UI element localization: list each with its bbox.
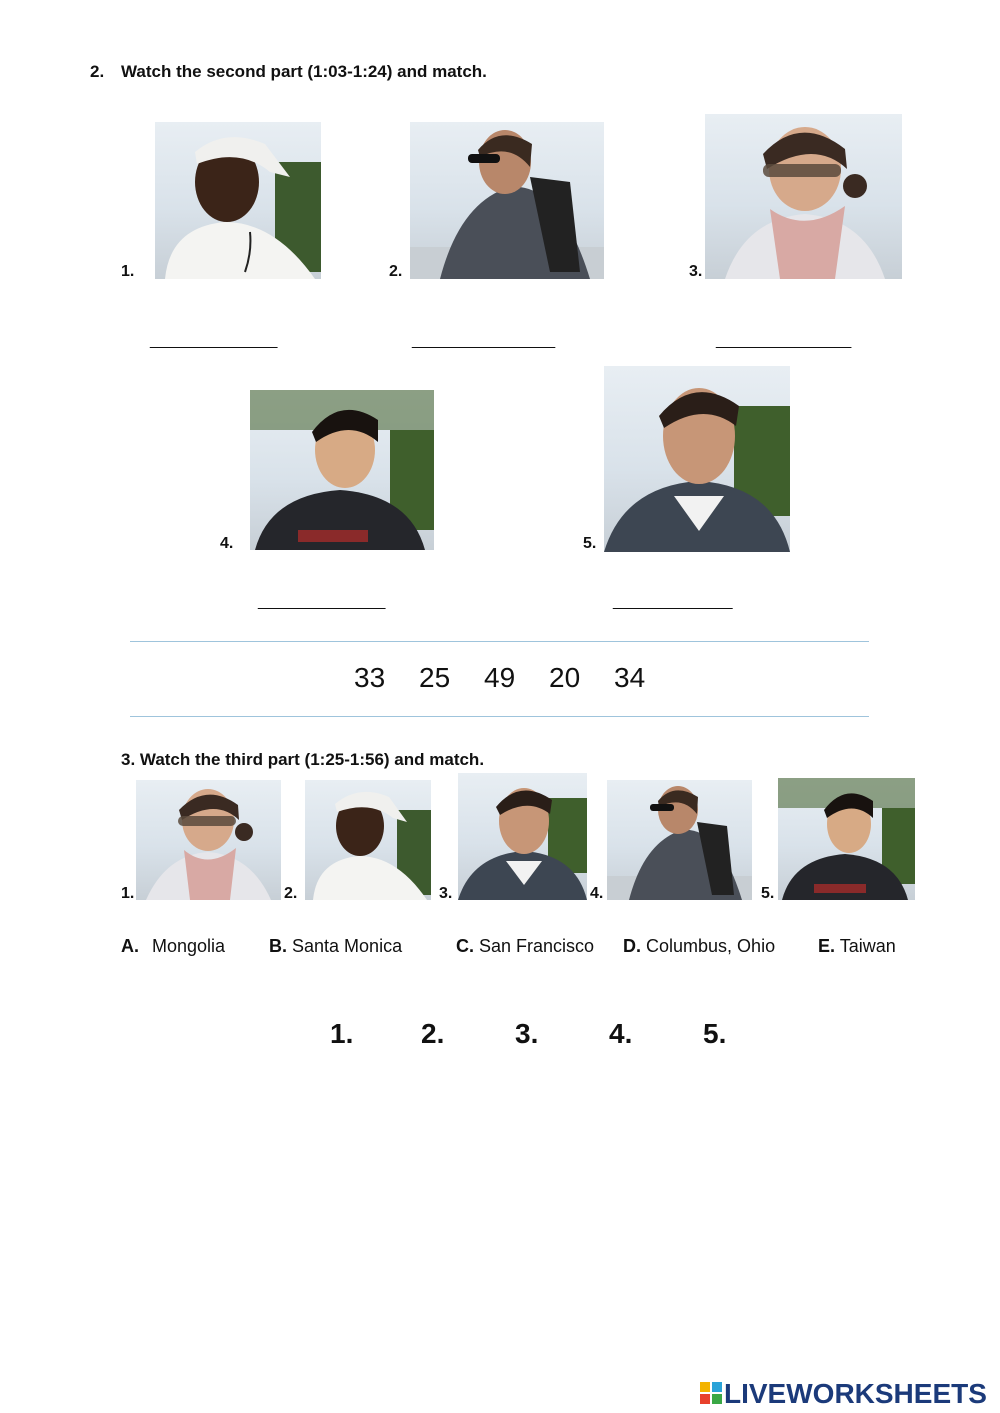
answer-blank-4[interactable]: ________________ — [258, 593, 385, 610]
option-place: San Francisco — [479, 936, 595, 956]
option-e — [818, 936, 896, 957]
person-photo-young-man — [250, 390, 434, 550]
option-letter: B. — [269, 936, 287, 956]
age-option: 49 — [484, 662, 516, 693]
option-place: Santa Monica — [292, 936, 403, 956]
section-2-number: 2. — [90, 62, 105, 81]
item-number-3: 3. — [689, 263, 703, 280]
age-option: 34 — [614, 662, 646, 693]
option-place: Columbus, Ohio — [646, 936, 776, 956]
section-2-title: Watch the second part (1:03-1:24) and match. — [121, 62, 487, 81]
answer-slot-1[interactable]: 1. — [330, 1018, 354, 1049]
item-number-5: 5. — [583, 535, 597, 552]
item-number-4: 4. — [220, 535, 234, 552]
s3-item-number-4: 4. — [590, 885, 604, 902]
option-b — [269, 936, 402, 957]
answer-slot-3[interactable]: 3. — [515, 1018, 539, 1049]
brand-name: LIVEWORKSHEETS — [724, 1378, 987, 1409]
option-a — [121, 936, 225, 957]
s3-photo-woman-scarf — [136, 780, 281, 900]
option-place: Taiwan — [839, 936, 896, 956]
item-number-1: 1. — [121, 263, 135, 280]
person-photo-cyclist-woman — [410, 122, 604, 279]
answer-blank-3[interactable]: _________________ — [716, 332, 851, 349]
answer-slot-2[interactable]: 2. — [421, 1018, 445, 1049]
item-number-2: 2. — [389, 263, 403, 280]
s3-photo-young-man — [778, 778, 915, 900]
answer-blank-5[interactable]: _______________ — [613, 593, 732, 610]
s3-photo-chef — [305, 780, 431, 900]
answer-slot-4[interactable]: 4. — [609, 1018, 633, 1049]
s3-item-number-5: 5. — [761, 885, 775, 902]
s3-photo-man-hoodie — [458, 773, 587, 900]
option-letter: A. — [121, 936, 139, 956]
option-letter: E. — [818, 936, 836, 956]
word-bank-bottom-rule — [130, 716, 869, 717]
section-3-title: 3. Watch the third part (1:25-1:56) and match. — [121, 750, 485, 769]
option-place: Mongolia — [152, 936, 226, 956]
option-letter: C. — [456, 936, 474, 956]
age-option: 33 — [354, 662, 386, 693]
option-d — [623, 936, 775, 957]
answer-blank-1[interactable]: ________________ — [150, 332, 277, 349]
s3-item-number-2: 2. — [284, 885, 298, 902]
s3-photo-cyclist-woman — [607, 780, 752, 900]
age-option: 25 — [419, 662, 451, 693]
word-bank-top-rule — [130, 641, 869, 642]
person-photo-chef — [155, 122, 321, 279]
answer-slot-5[interactable]: 5. — [703, 1018, 727, 1049]
option-c — [456, 936, 594, 957]
age-option: 20 — [549, 662, 581, 693]
option-letter: D. — [623, 936, 641, 956]
s3-item-number-3: 3. — [439, 885, 453, 902]
person-photo-man-hoodie — [604, 366, 790, 552]
person-photo-woman-scarf — [705, 114, 902, 279]
answer-blank-2[interactable]: __________________ — [412, 332, 555, 349]
s3-item-number-1: 1. — [121, 885, 135, 902]
logo-icon — [700, 1382, 722, 1404]
